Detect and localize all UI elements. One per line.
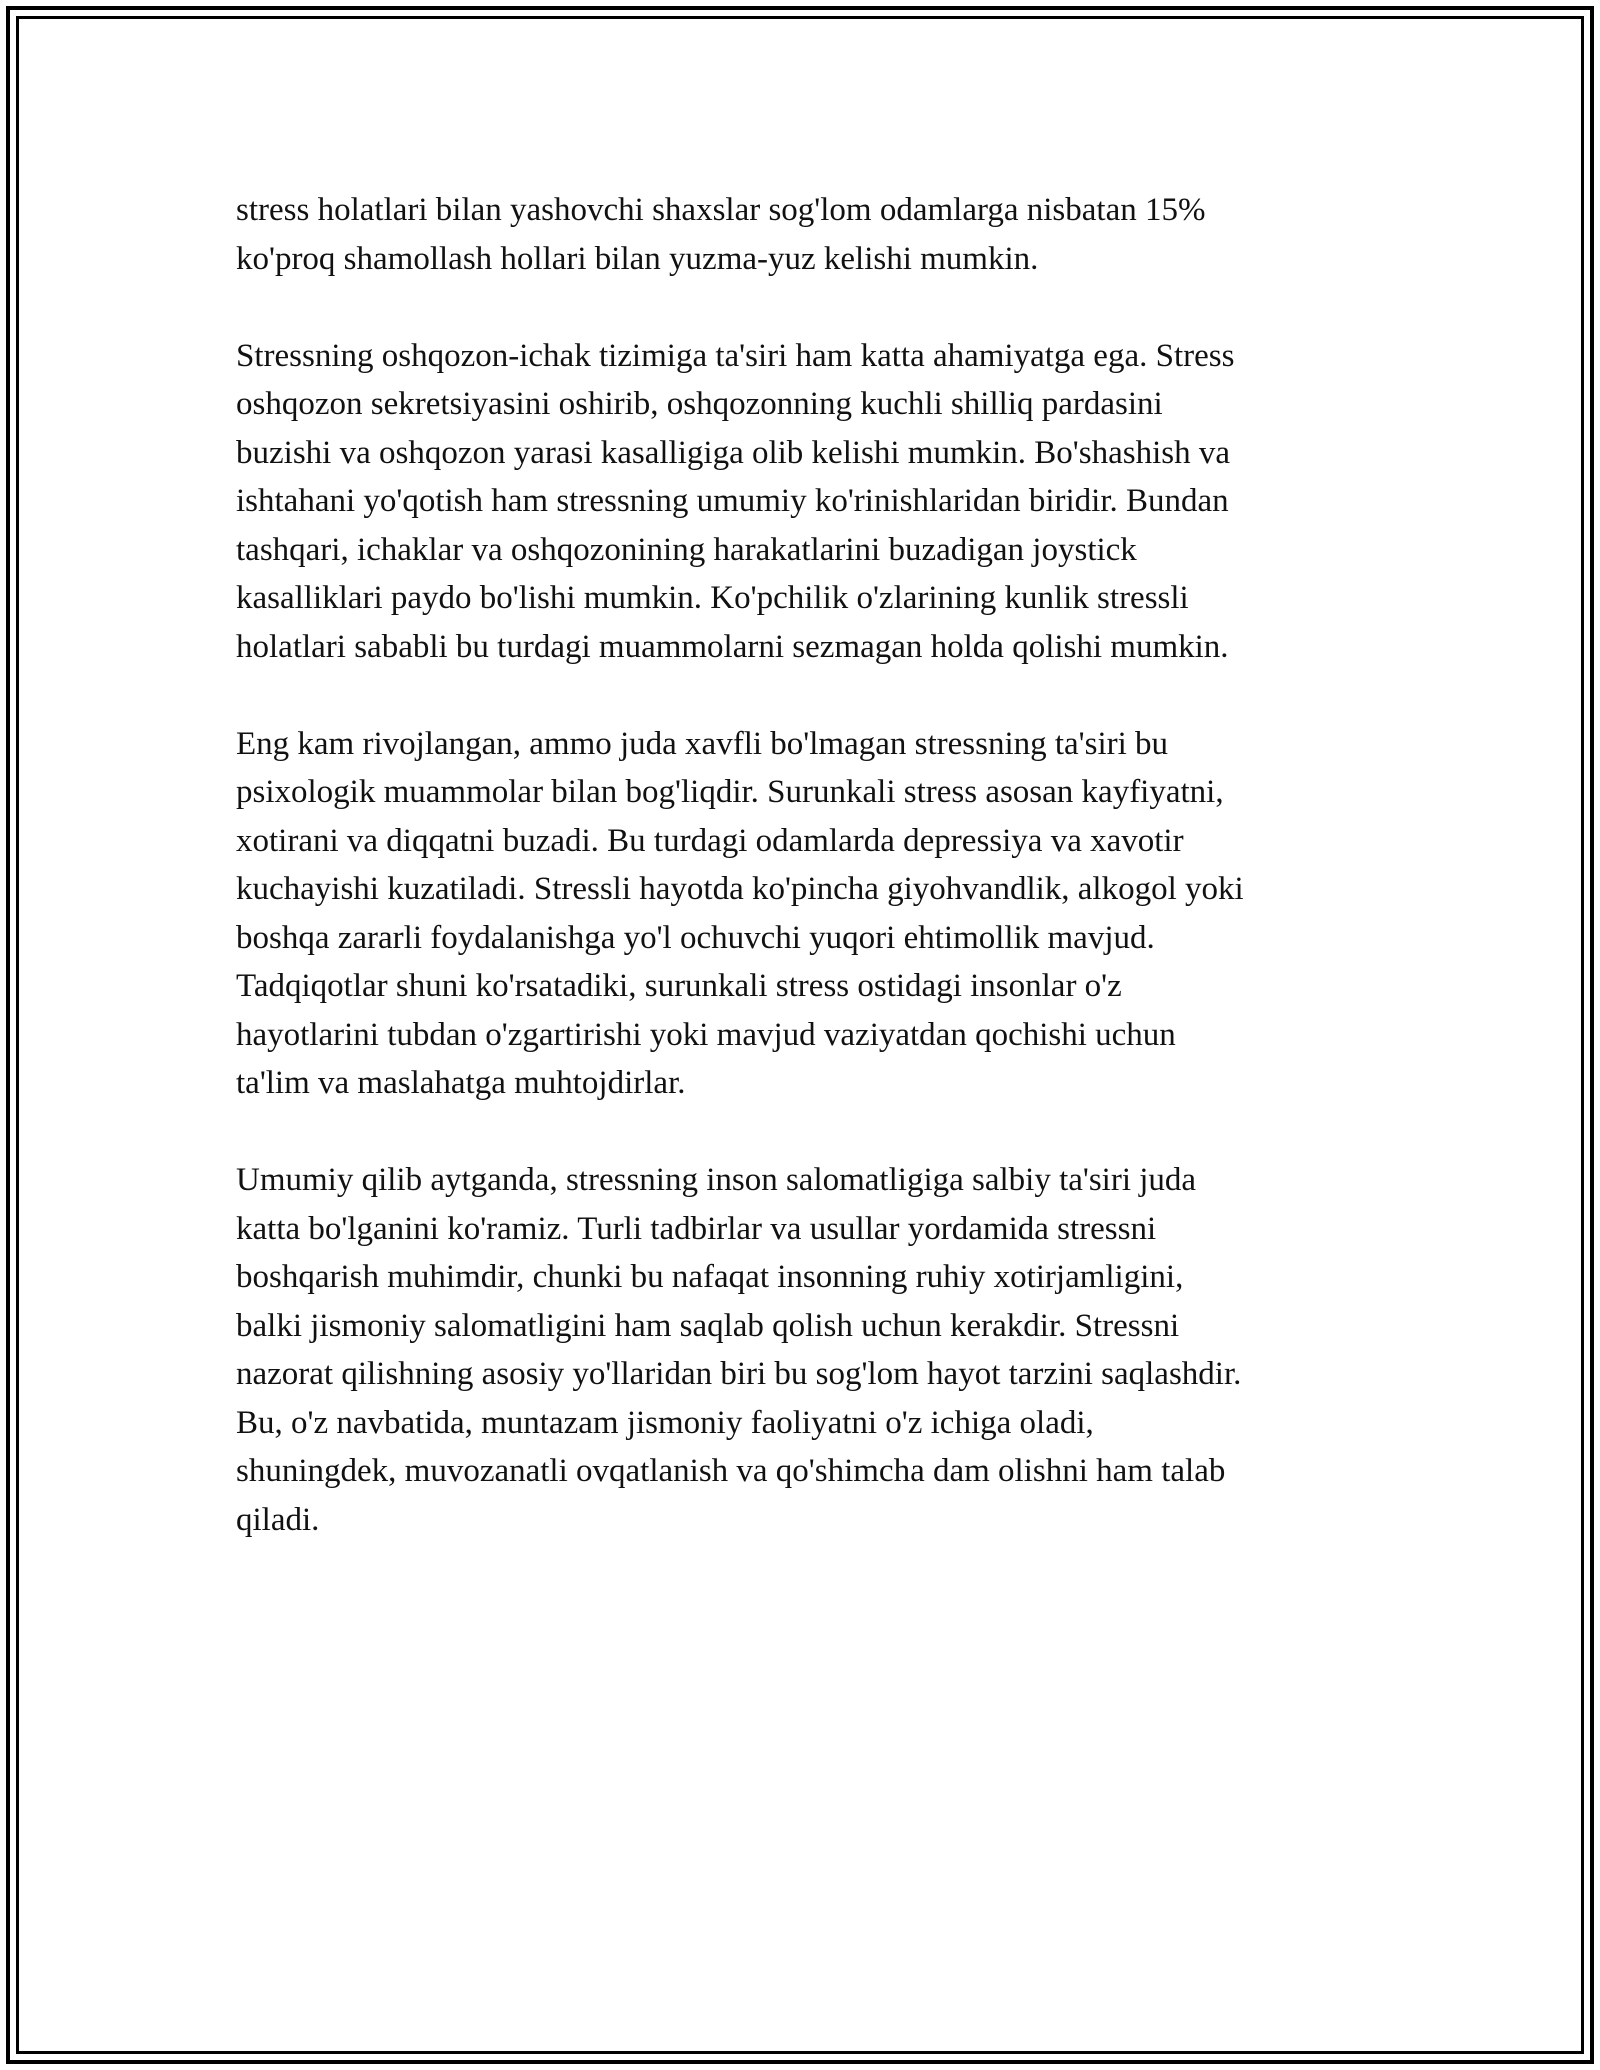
text-line: katta bo'lganini ko'ramiz. Turli tadbirlar va usullar yordamida stressni [236,1210,1157,1247]
text-line: ko'proq shamollash hollari bilan yuzma-yuz kelishi mumkin. [236,240,1039,277]
text-line: Umumiy qilib aytganda, stressning inson salomatligiga salbiy ta'siri juda [236,1162,1197,1198]
paragraph-2 [236,332,1366,672]
text-line: Eng kam rivojlangan, ammo juda xavfli bo'lmagan stressning ta'siri bu [236,725,1169,762]
text-line: ta'lim va maslahatga muhtojdirlar. [236,1065,686,1101]
paragraph-4 [236,1156,1366,1544]
text-line: boshqa zararli foydalanishga yo'l ochuvchi yuqori ehtimollik mavjud. [236,919,1155,956]
text-line: boshqarish muhimdir, chunki bu nafaqat insonning ruhiy xotirjamligini, [236,1259,1184,1295]
text-line: Tadqiqotlar shuni ko'rsatadiki, surunkali stress ostidagi insonlar o'z [236,968,1122,1004]
text-line: kuchayishi kuzatiladi. Stressli hayotda ko'pincha giyohvandlik, alkogol yoki [236,871,1244,907]
text-line: buzishi va oshqozon yarasi kasalligiga olib kelishi mumkin. Bo'shashish va [236,434,1230,471]
paragraph-1 [236,186,1366,283]
text-line: hayotlarini tubdan o'zgartirishi yoki mavjud vaziyatdan qochishi uchun [236,1016,1176,1053]
text-line: shuningdek, muvozanatli ovqatlanish va qo'shimcha dam olishni ham talab [236,1453,1226,1489]
document-body [236,186,1366,1593]
text-line: xotirani va diqqatni buzadi. Bu turdagi odamlarda depressiya va xavotir [236,822,1184,859]
text-line: holatlari sababli bu turdagi muammolarni sezmagan holda qolishi mumkin. [236,628,1229,665]
text-line: nazorat qilishning asosiy yo'llaridan biri bu sog'lom hayot tarzini saqlashdir. [236,1356,1242,1392]
paragraph-3 [236,720,1366,1108]
text-line: tashqari, ichaklar va oshqozonining harakatlarini buzadigan joystick [236,531,1137,568]
text-line: kasalliklari paydo bo'lishi mumkin. Ko'pchilik o'zlarining kunlik stressli [236,580,1189,616]
text-line: balki jismoniy salomatligini ham saqlab qolish uchun kerakdir. Stressni [236,1307,1180,1344]
text-line: stress holatlari bilan yashovchi shaxslar sog'lom odamlarga nisbatan 15% [236,192,1206,228]
text-line: psixologik muammolar bilan bog'liqdir. Surunkali stress asosan kayfiyatni, [236,774,1224,810]
text-line: Stressning oshqozon-ichak tizimiga ta'siri ham katta ahamiyatga ega. Stress [236,337,1235,374]
text-line: oshqozon sekretsiyasini oshirib, oshqozonning kuchli shilliq pardasini [236,386,1163,422]
text-line: ishtahani yo'qotish ham stressning umumiy ko'rinishlaridan biridir. Bundan [236,483,1229,519]
text-line: qiladi. [236,1501,320,1538]
text-line: Bu, o'z navbatida, muntazam jismoniy faoliyatni o'z ichiga oladi, [236,1404,1094,1441]
